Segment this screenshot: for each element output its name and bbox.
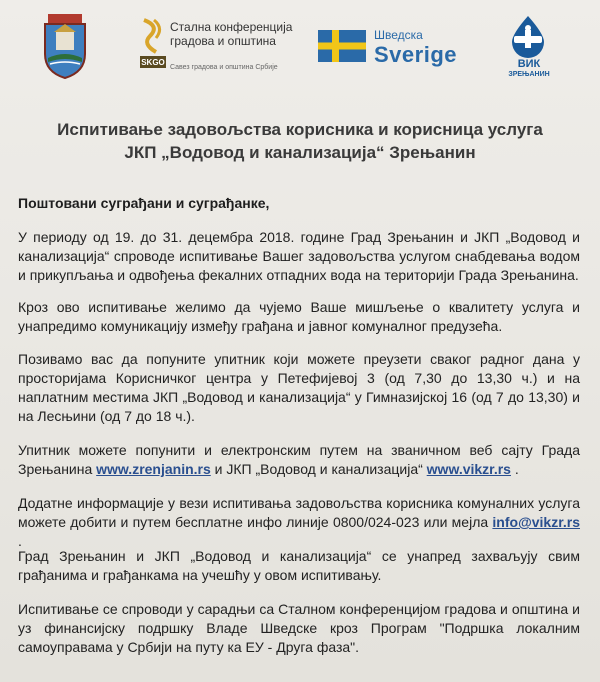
vikzr-website-link[interactable]: www.vikzr.rs	[426, 461, 511, 477]
swedish-flag-icon	[318, 30, 366, 62]
p5-text-before: Додатне информације у вези испитивања задовољства корисника комуналних услуга можете добити и путем бесплатне инфо линије 0800/024-023 или мејла	[18, 495, 580, 530]
document-title	[20, 118, 580, 164]
skgo-title-line1: Стална конференција	[170, 20, 293, 34]
paragraph-support: Испитивање се спроводи у сарадњи са Сталном конференцијом градова и општина и уз финансијску подршку Владе Шведске кроз Програм "Подршка локалним самоуправама у Србији на путу ка ЕУ - Друга фаза".	[18, 601, 580, 655]
skgo-logo	[140, 18, 300, 82]
p4-text-before: Упитник можете попунити и електронским путем на званичном веб сајту Града Зрењанина	[18, 442, 580, 477]
paragraph-thanks: Град Зрењанин и ЈКП „Водовод и канализација“ се унапред захваљују свим грађанима и грађанкама на учешћу у овом испитивању.	[18, 548, 580, 583]
zrenjanin-website-link[interactable]: www.zrenjanin.rs	[96, 461, 211, 477]
zrenjanin-crest-logo	[40, 14, 90, 80]
p4-text-middle: и ЈКП „Водовод и канализација“	[210, 461, 427, 477]
paragraph-purpose: Кроз ово испитивање желимо да чујемо Ваше мишљење о квалитету услуга и унапредимо комуникацију између грађана и јавног комуналног предузећа.	[18, 299, 580, 334]
vik-water-drop-icon	[506, 14, 550, 58]
skgo-mark-text: SKGO	[141, 58, 165, 67]
logo-strip	[0, 10, 600, 90]
paragraph-online	[18, 441, 580, 479]
title-line1: Испитивање задовољства корисника и корисница услуга	[57, 120, 543, 139]
greeting: Поштовани суграђани и суграђанке,	[18, 195, 270, 211]
skgo-title-line2: градова и општина	[170, 34, 276, 48]
vik-city: ЗРЕЊАНИН	[508, 71, 550, 78]
p5-text-after: .	[18, 533, 22, 549]
paragraph-contact	[18, 494, 580, 551]
paragraph-locations: Позивамо вас да попуните упитник који можете преузети сваког радног дана у просторијама Корисничког центра у Петефијевој 3 (од 7,30 до 13,30 ч.) и на наплатним местима ЈКП „Водовод и канализација“ у Гимназијској 16 (од 7 до 13,30) и на Лесњини (од 7 до 18 ч.).	[18, 351, 580, 424]
title-line2: ЈКП „Водовод и канализација“ Зрењанин	[124, 143, 476, 162]
paragraph-survey-period: У периоду од 19. до 31. децембра 2018. године Град Зрењанин и ЈКП „Водовод и канализација“ спроводе испитивање Вашег задовољства услугом снабдевања водом и прикупљања и одвођења фекалних отпадних вода на територији Града Зрењанина.	[18, 229, 580, 283]
vik-name: ВИК	[517, 58, 541, 70]
email-link[interactable]: info@vikzr.rs	[492, 514, 580, 530]
skgo-title	[170, 20, 300, 48]
p4-text-after: .	[510, 461, 519, 477]
sweden-label-latin: Sverige	[374, 42, 457, 67]
sweden-label-cyrillic: Шведска	[374, 28, 423, 42]
skgo-subtitle: Савез градова и општина Србије	[170, 64, 278, 71]
vik-logo	[494, 14, 564, 84]
skgo-mark-icon	[140, 18, 166, 68]
sweden-logo	[318, 30, 468, 76]
